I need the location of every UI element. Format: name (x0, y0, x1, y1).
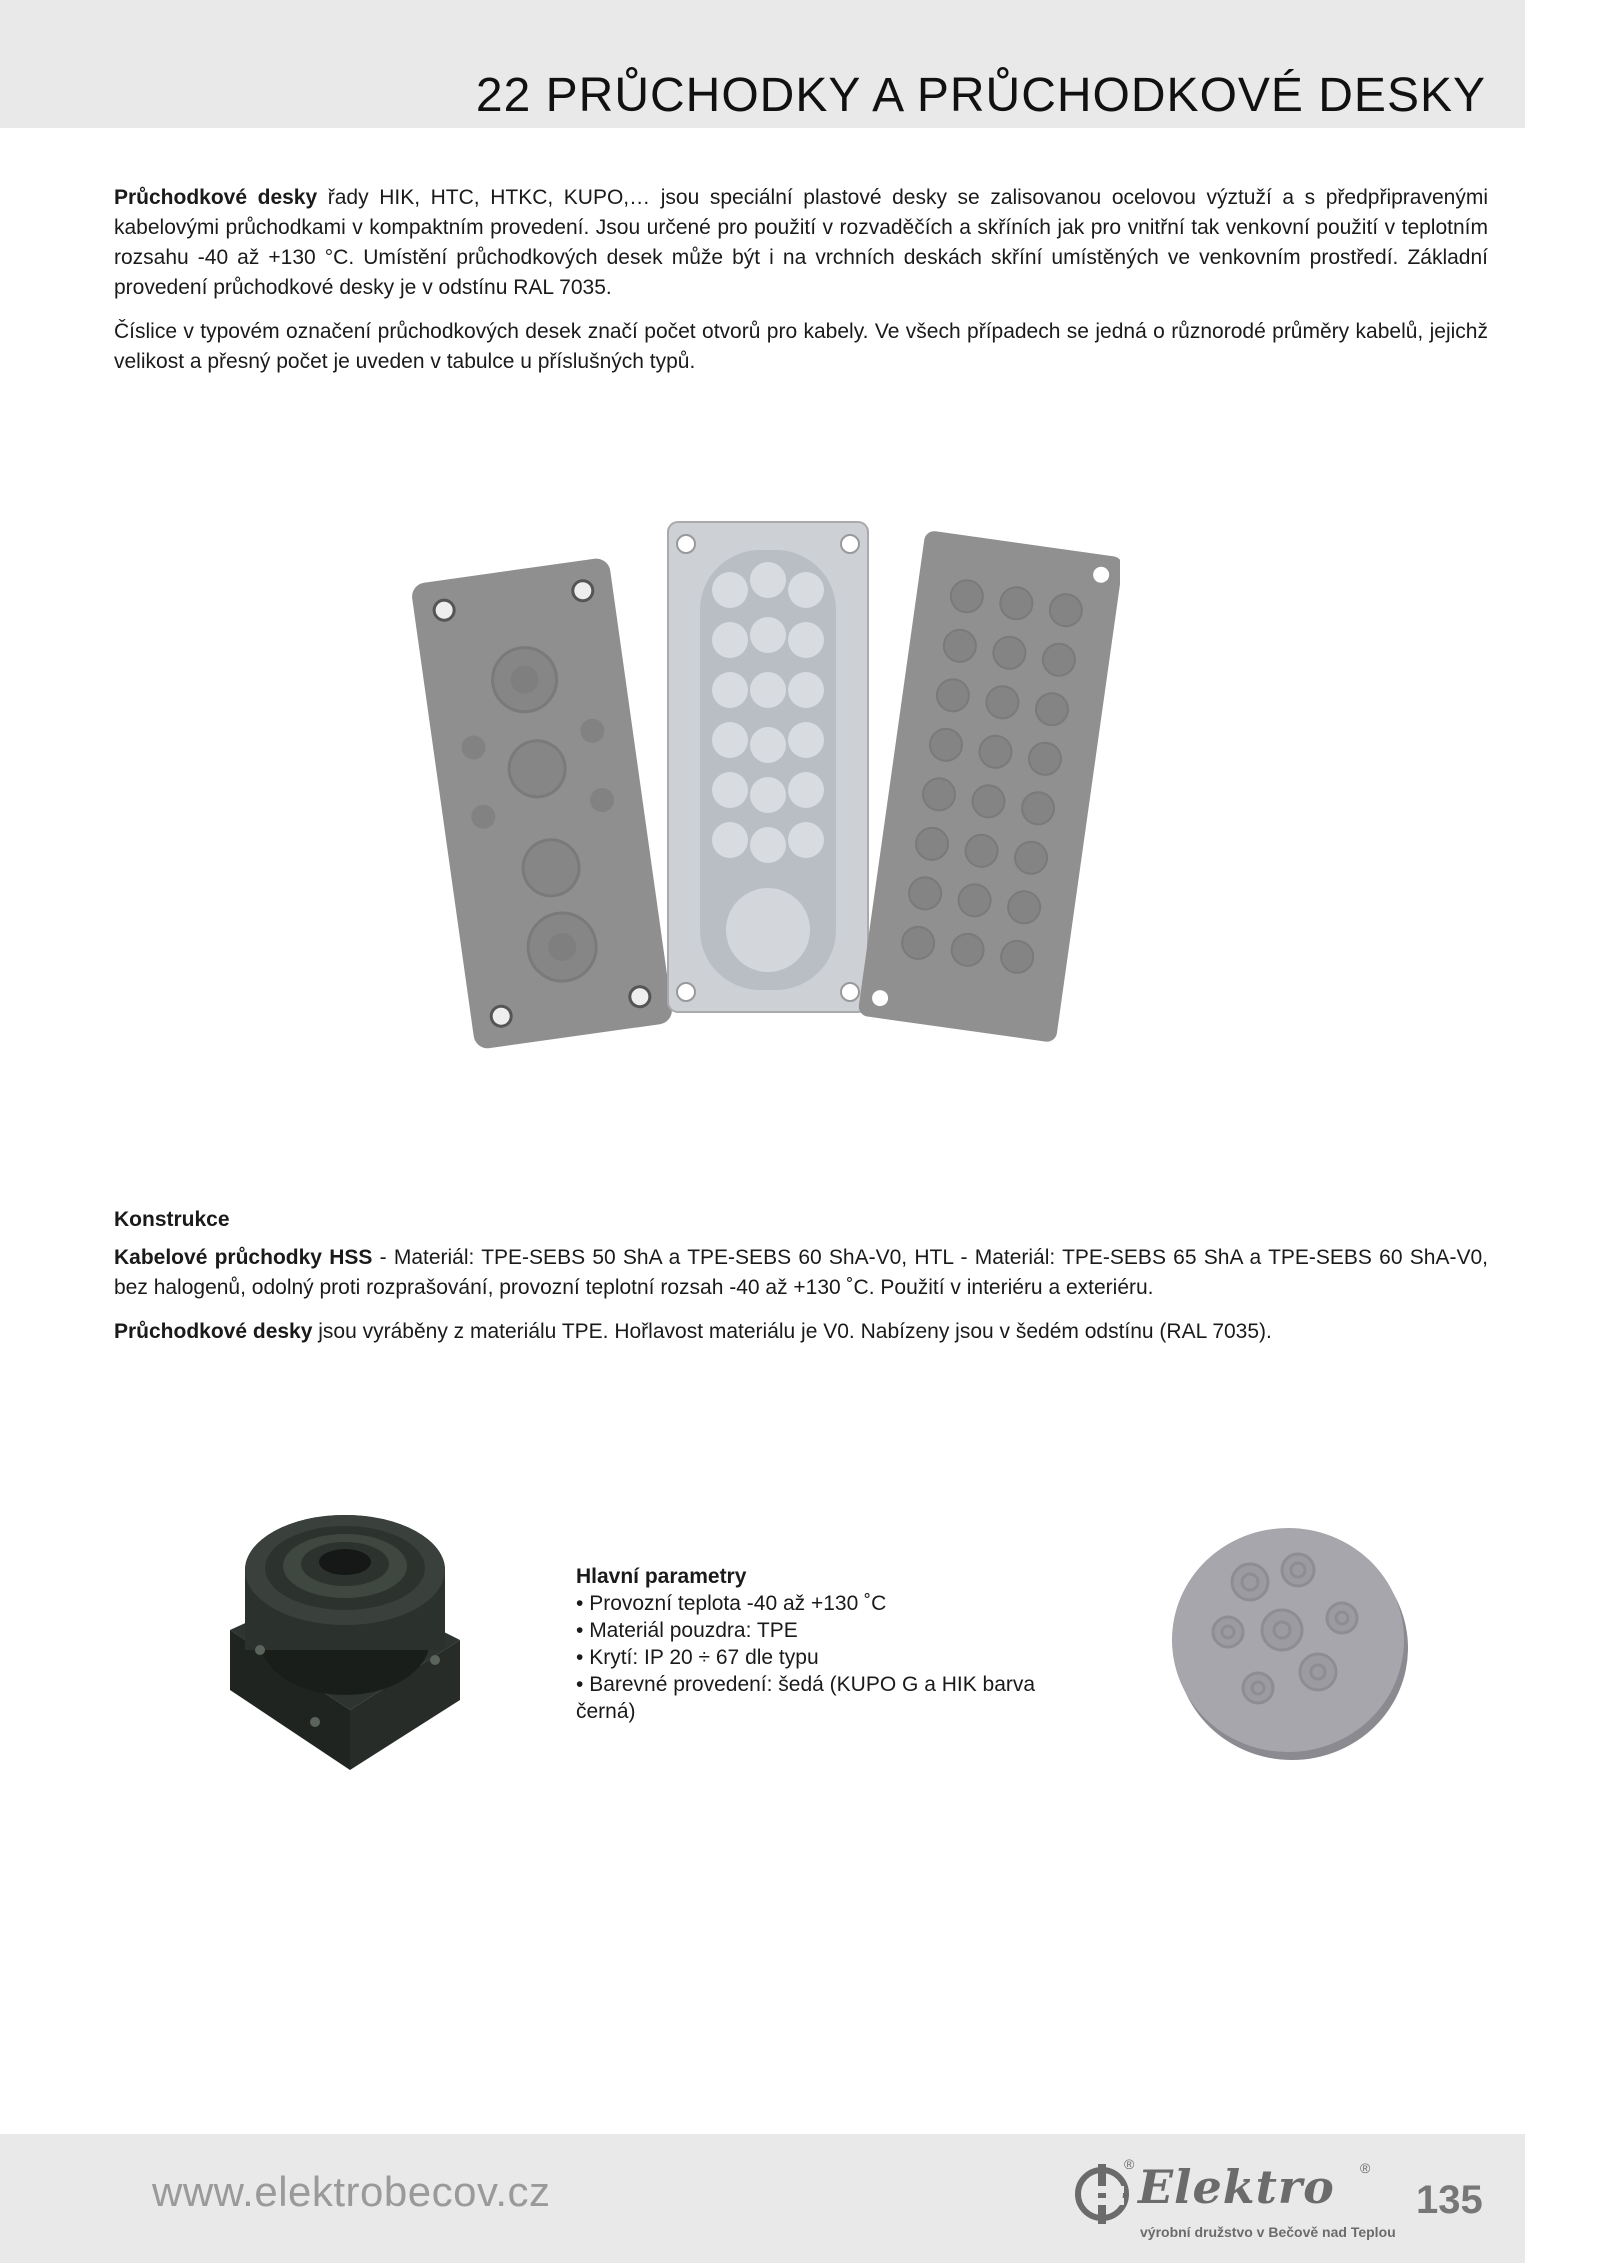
dark-gray-plate (410, 557, 673, 1050)
parameter-item: • Provozní teplota -40 až +130 ˚C (576, 1590, 1096, 1617)
parameter-item: • Materiál pouzdra: TPE (576, 1617, 1096, 1644)
logo-registered-mark: ® (1124, 2156, 1135, 2172)
gray-perforated-plate (857, 530, 1120, 1043)
main-parameters (576, 1563, 1096, 1725)
intro-section (114, 183, 1488, 391)
construction-paragraph-1 (114, 1243, 1488, 1303)
light-gray-plate (668, 522, 868, 1012)
parameters-title: Hlavní parametry (576, 1565, 747, 1588)
intro-paragraph-2: Číslice v typovém označení průchodkových desek značí počet otvorů pro kabely. Ve všech případech se jedná o různorodé průměry kabelů, jejichž velikost a přesný počet je uveden v tabulce u příslušných typů. (114, 320, 1488, 373)
parameters-list (576, 1590, 1096, 1725)
construction-text-2: jsou vyráběny z materiálu TPE. Hořlavost materiálu je V0. Nabízeny jsou v šedém odstínu (RAL 7035). (312, 1320, 1272, 1343)
hss-cable-gland-photo (220, 1500, 470, 1780)
intro-paragraph-1 (114, 183, 1488, 303)
intro-term: Průchodkové desky (114, 186, 318, 209)
construction-paragraph-2 (114, 1317, 1488, 1347)
parameter-item: • Krytí: IP 20 ÷ 67 dle typu (576, 1644, 1096, 1671)
page-number: 135 (1416, 2178, 1483, 2222)
construction-section (114, 1205, 1488, 1361)
construction-title: Konstrukce (114, 1208, 230, 1231)
wordmark-registered-mark: ® (1360, 2160, 1371, 2176)
intro-text-1: řady HIK, HTC, HTKC, KUPO,… jsou speciální plastové desky se zalisovanou ocelovou výztuží a s předpřipravenými kabelovými průchodkami v kompaktním provedení. Jsou určené pro použití v rozvaděčích a skříních jak pro vnitřní tak venkovní použití v teplotním rozsahu -40 až +130 °C. Umístění průchodkových desek může být i na vrchních deskách skříní umístěných ve venkovním prostředí. Základní provedení průchodkové desky je v odstínu RAL 7035. (114, 186, 1488, 299)
construction-text-1: - Materiál: TPE-SEBS 50 ShA a TPE-SEBS 60 ShA-V0, HTL - Materiál: TPE-SEBS 65 ShA a TPE-SEBS 60 ShA-V0, bez halogenů, odolný proti rozprašování, provozní teplotní rozsah -40 až +130 ˚C. Použití v interiéru a exteriéru. (114, 1246, 1488, 1299)
construction-term-2: Průchodkové desky (114, 1320, 313, 1343)
logo-wordmark: Elektro (1138, 2160, 1335, 2214)
page-title: 22 PRŮCHODKY A PRŮCHODKOVÉ DESKY (475, 69, 1486, 123)
website-link[interactable]: www.elektrobecov.cz (152, 2168, 551, 2215)
parameter-item: • Barevné provedení: šedá (KUPO G a HIK barva černá) (576, 1671, 1096, 1725)
logo-tagline: výrobní družstvo v Bečově nad Teplou (1140, 2224, 1396, 2240)
cable-entry-plates-photo (400, 510, 1120, 1070)
construction-term-1: Kabelové průchodky HSS (114, 1246, 373, 1269)
kupo-round-grommet-photo (1160, 1510, 1420, 1770)
